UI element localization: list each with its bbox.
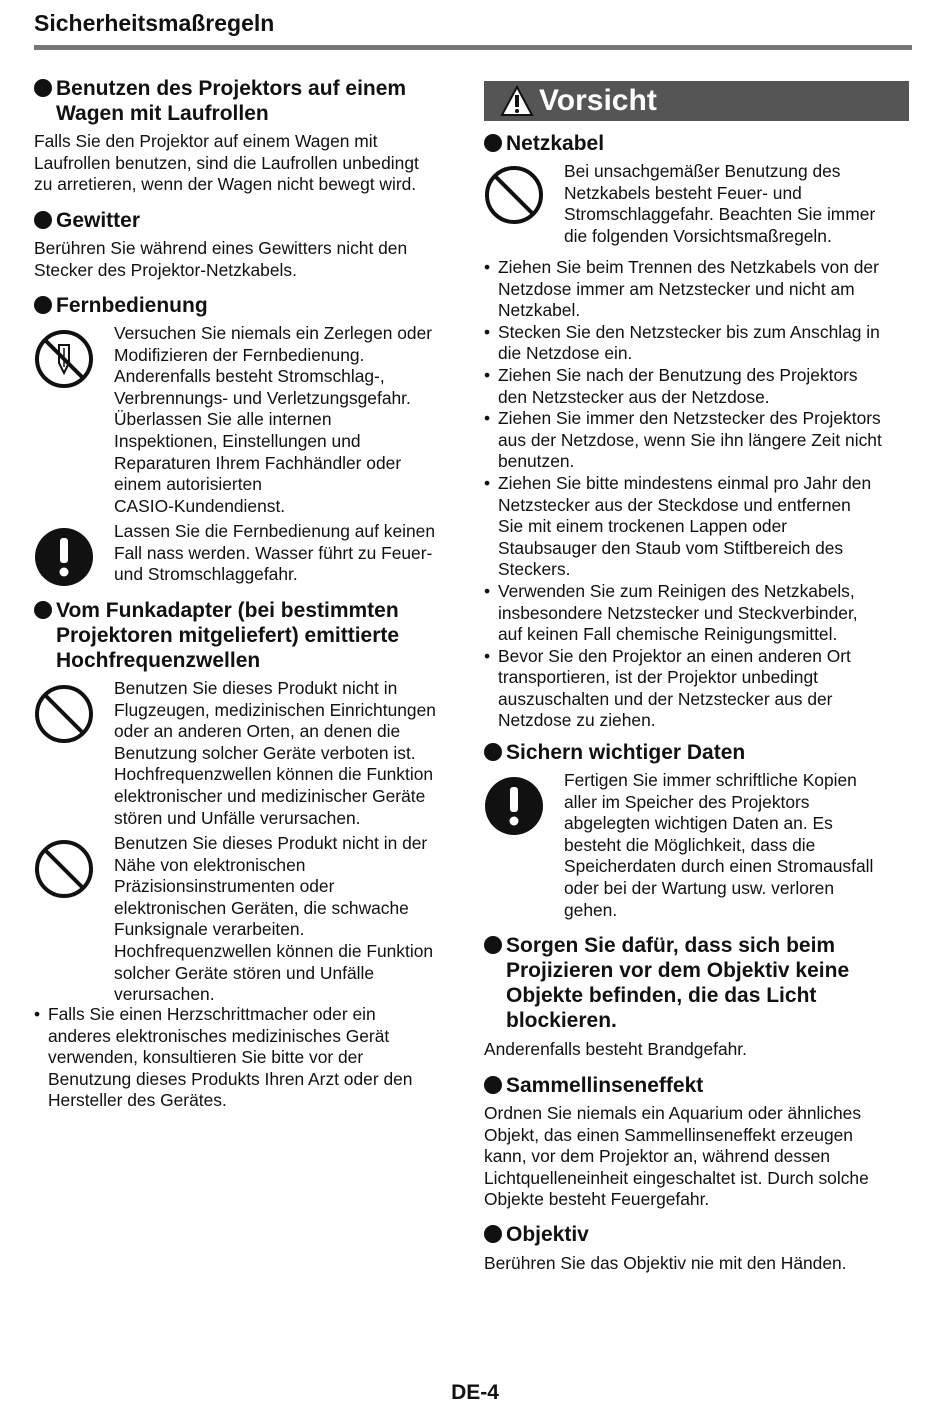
section-title-daten: Sichern wichtiger Daten bbox=[484, 740, 912, 765]
bullet-dot-icon bbox=[484, 743, 502, 761]
warning-text-daten: Fertigen Sie immer schriftliche Kopien aller im Speicher des Projektors abgelegten wichtigen Daten an. Es besteht die Möglichkeit, dass die Speicherdaten durch einen Stromausfall oder bei der Wartung usw. verloren gehen. bbox=[564, 770, 874, 920]
pacemaker-bullet-list bbox=[34, 1004, 466, 1112]
list-item: • Bevor Sie den Projektor an einen anderen Ort transportieren, ist der Projektor unbedingt auszuschalten und der Netzstecker aus der Netzdose zu ziehen. bbox=[484, 646, 912, 732]
section-text-wagen: Falls Sie den Projektor auf einem Wagen mit Laufrollen benutzen, sind die Laufrollen unbedingt zu arretieren, wenn der Wagen nicht bewegt wird. bbox=[34, 131, 419, 195]
bullet-dot-icon bbox=[34, 296, 52, 314]
section-title-gewitter: Gewitter bbox=[34, 208, 466, 233]
header-rule bbox=[34, 45, 912, 50]
prohibition-icon bbox=[484, 165, 544, 225]
netzkabel-bullet-list bbox=[484, 257, 912, 732]
bullet-dot-icon bbox=[34, 601, 52, 619]
section-title-netzkabel: Netzkabel bbox=[484, 131, 912, 156]
page-number: DE-4 bbox=[451, 1381, 499, 1404]
section-title-fernbedienung: Fernbedienung bbox=[34, 293, 466, 318]
list-item: • Falls Sie einen Herzschrittmacher oder ein anderes elektronisches medizinisches Gerät verwenden, konsultieren Sie bitte vor der Benutzung dieses Produkts Ihren Arzt oder den Hersteller des Gerätes. bbox=[34, 1004, 466, 1112]
warning-text-aircraft: Benutzen Sie dieses Produkt nicht in Flugzeugen, medizinischen Einrichtungen oder an anderen Orten, an denen die Benutzung solcher Geräte verboten ist. Hochfrequenzwellen können die Funktion elektronischer und medizinischer Geräte stören und Unfälle verursachen. bbox=[114, 678, 436, 828]
page-header-title: Sicherheitsmaßregeln bbox=[34, 10, 275, 36]
caution-banner bbox=[484, 81, 909, 121]
no-disassembly-icon bbox=[34, 329, 94, 389]
bullet-dot-icon bbox=[484, 1076, 502, 1094]
bullet-dot-icon bbox=[34, 211, 52, 229]
list-item: • Ziehen Sie nach der Benutzung des Projektors den Netzstecker aus der Netzdose. bbox=[484, 365, 912, 408]
list-item: • Ziehen Sie immer den Netzstecker des Projektors aus der Netzdose, wenn Sie ihn längere Zeit nicht benutzen. bbox=[484, 408, 912, 473]
section-text-gewitter: Berühren Sie während eines Gewitters nicht den Stecker des Projektor-Netzkabels. bbox=[34, 238, 408, 280]
section-title-objektiv: Objektiv bbox=[484, 1222, 912, 1247]
bullet-dot-icon bbox=[34, 79, 52, 97]
warning-text-netzkabel: Bei unsachgemäßer Benutzung des Netzkabels besteht Feuer- und Stromschlaggefahr. Beachten Sie immer die folgenden Vorsichtsmaßregeln. bbox=[564, 161, 876, 246]
mandatory-exclamation-icon bbox=[484, 776, 544, 836]
bullet-dot-icon bbox=[484, 1225, 502, 1243]
section-title-wagen: Benutzen des Projektors auf einem Wagen mit Laufrollen bbox=[34, 76, 466, 126]
warning-text-disassembly: Versuchen Sie niemals ein Zerlegen oder Modifizieren der Fernbedienung. Anderenfalls besteht Stromschlag-, Verbrennungs- und Verletzungsgefahr. Überlassen Sie alle internen Inspektionen, Einstellungen und Reparaturen Ihrem Fachhändler oder einem autorisierten CASIO-Kundendienst. bbox=[114, 323, 433, 516]
list-item: • Ziehen Sie beim Trennen des Netzkabels von der Netzdose immer am Netzstecker und nicht am Netzkabel. bbox=[484, 257, 912, 322]
list-item: • Ziehen Sie bitte mindestens einmal pro Jahr den Netzstecker aus der Steckdose und entfernen Sie mit einem trockenen Lappen oder Staubsauger den Staub vom Stiftbereich des Steckers. bbox=[484, 473, 912, 581]
bullet-dot-icon bbox=[484, 936, 502, 954]
prohibition-icon bbox=[34, 684, 94, 744]
mandatory-exclamation-icon bbox=[34, 527, 94, 587]
section-text-sammellinse: Ordnen Sie niemals ein Aquarium oder ähnliches Objekt, das einen Sammellinseneffekt erzeugen kann, vor dem Projektor an, während dessen Lichtquelleneinheit eingeschaltet ist. Durch solche Objekte besteht Feuergefahr. bbox=[484, 1103, 869, 1210]
section-text-objektiv: Berühren Sie das Objektiv nie mit den Händen. bbox=[484, 1253, 847, 1273]
section-text-objektiv-frei: Anderenfalls besteht Brandgefahr. bbox=[484, 1039, 747, 1059]
section-title-sammellinse: Sammellinseneffekt bbox=[484, 1073, 912, 1098]
caution-label: Vorsicht bbox=[539, 84, 657, 117]
warning-triangle-icon bbox=[500, 85, 534, 117]
bullet-dot-icon bbox=[484, 134, 502, 152]
list-item: • Verwenden Sie zum Reinigen des Netzkabels, insbesondere Netzstecker und Steckverbinder, auf keinen Fall chemische Reinigungsmittel. bbox=[484, 581, 912, 646]
list-item: • Stecken Sie den Netzstecker bis zum Anschlag in die Netzdose ein. bbox=[484, 322, 912, 365]
prohibition-icon bbox=[34, 839, 94, 899]
section-title-funkadapter: Vom Funkadapter (bei bestimmten Projektoren mitgeliefert) emittierte Hochfrequenzwellen bbox=[34, 598, 466, 673]
warning-text-wet: Lassen Sie die Fernbedienung auf keinen Fall nass werden. Wasser führt zu Feuer- und Stromschlaggefahr. bbox=[114, 521, 435, 585]
warning-text-precision: Benutzen Sie dieses Produkt nicht in der Nähe von elektronischen Präzisionsinstrumenten oder elektronischen Geräten, die schwache Funksignale verarbeiten. Hochfrequenzwellen können die Funktion solcher Geräte stören und Unfälle verursachen. bbox=[114, 833, 434, 1005]
section-title-objektiv-frei: Sorgen Sie dafür, dass sich beim Projizieren vor dem Objektiv keine Objekte befinden, die das Licht blockieren. bbox=[484, 933, 912, 1033]
